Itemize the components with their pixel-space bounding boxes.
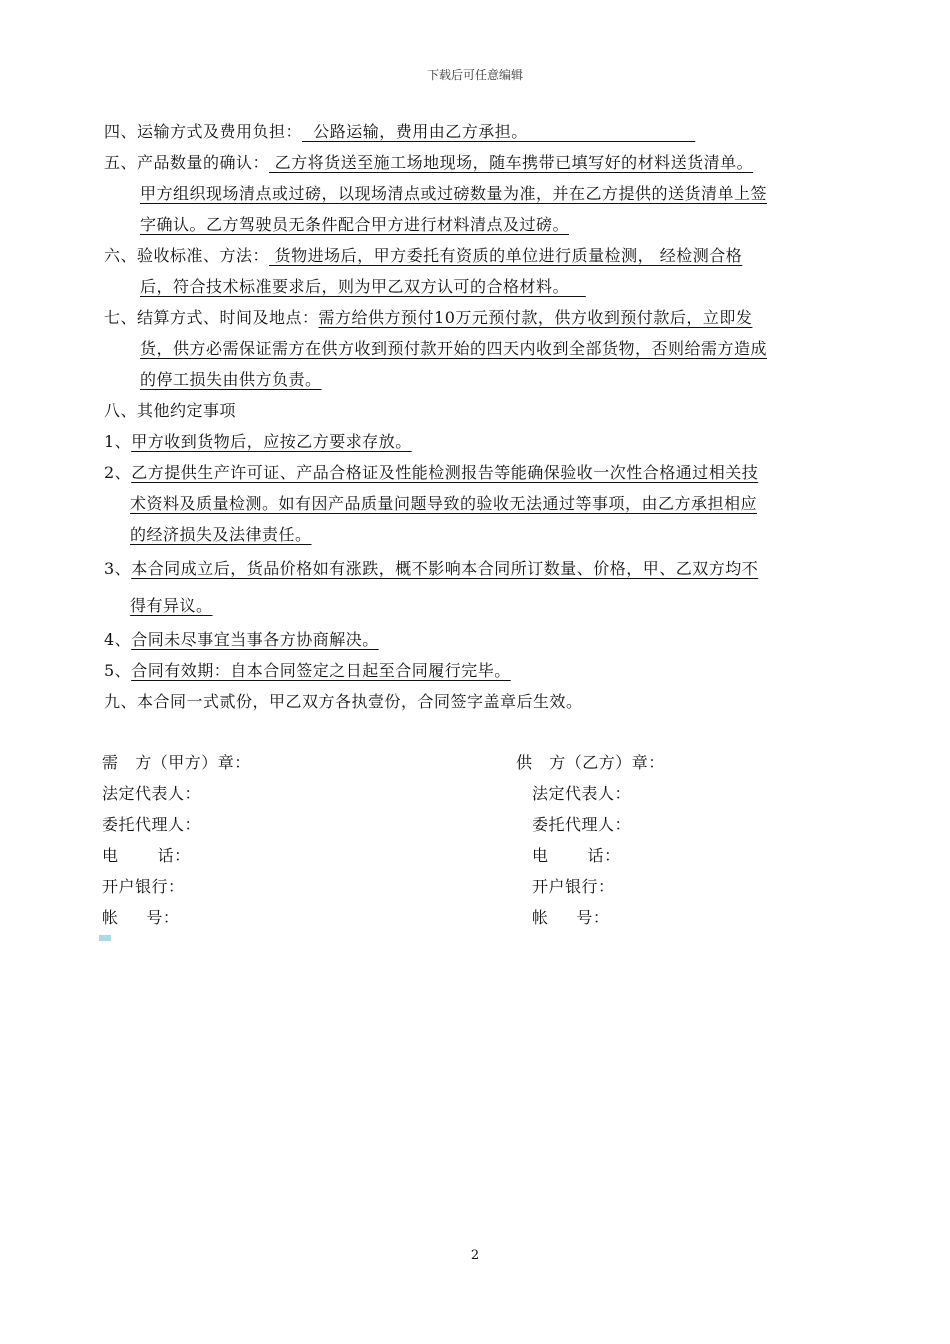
clause-7-label: 七、结算方式、时间及地点： [104,308,319,327]
clause-6-text-2: 后，符合技术标准要求后，则为甲乙双方认可的合格材料。 [140,277,586,296]
supplier-account: 帐 号： [532,908,610,927]
other-item-2-line-2 [104,488,870,519]
other-item-3-num: 3、 [104,559,132,578]
clause-6-text-1: 货物进场后，甲方委托有资质的单位进行质量检测， 经检测合格 [269,246,743,265]
other-item-4-text: 合同未尽事宜当事各方协商解决。 [131,630,379,649]
other-item-2-text-3: 的经济损失及法律责任。 [130,525,312,544]
other-item-4 [104,624,870,655]
clause-7-line-3 [104,364,870,395]
clause-7-text-1: 需方给供方预付10万元预付款，供方收到预付款后，立即发 [318,308,753,327]
clause-5-line-2 [104,178,870,209]
supplier-title: 供 方（乙方）章： [516,753,665,772]
clause-7-line-2 [104,333,870,364]
other-item-3-text-1: 本合同成立后，货品价格如有涨跌，概不影响本合同所订数量、价格，甲、乙双方均不 [131,559,759,578]
clause-5-line-3 [104,209,870,240]
supplier-phone: 电 话： [532,846,621,865]
clause-4-label: 四、运输方式及费用负担： [104,122,303,141]
final-clause: 九、本合同一式贰份，甲乙双方各执壹份，合同签字盖章后生效。 [104,692,583,711]
clause-7-text-2: 货，供方必需保证需方在供方收到预付款开始的四天内收到全部货物，否则给需方造成 [140,339,768,358]
other-item-3-line-2 [104,587,870,624]
clause-7-text-3: 的停工损失由供方负责。 [140,370,322,389]
other-item-3-line-1 [104,550,870,587]
clause-5-line-1 [104,147,870,178]
buyer-legal-rep: 法定代表人： [102,784,202,803]
clause-4-text: 公路运输，费用由乙方承担。 [302,122,696,141]
buyer-signature-block [102,747,251,933]
page-header: 下载后可任意编辑 [426,68,523,82]
clause-5-text-2: 甲方组织现场清点或过磅，以现场清点或过磅数量为准，并在乙方提供的送货清单上签 [140,184,768,203]
other-item-1-text: 甲方收到货物后，应按乙方要求存放。 [131,432,412,451]
page-number: 2 [470,1248,480,1263]
other-item-5-text: 合同有效期：自本合同签定之日起至合同履行完毕。 [131,661,511,680]
supplier-legal-rep: 法定代表人： [532,784,632,803]
other-item-2-line-1 [104,457,870,488]
clause-5-label: 五、产品数量的确认： [104,153,270,172]
clause-7-line-1 [104,302,870,333]
clause-6-line-2 [104,271,870,302]
clause-6-line-1 [104,240,870,271]
buyer-bank: 开户银行： [102,877,185,896]
contract-clauses [104,116,870,717]
clause-5-text-3: 字确认。乙方驾驶员无条件配合甲方进行材料清点及过磅。 [140,215,570,234]
other-item-2-num: 2、 [104,463,132,482]
buyer-phone: 电 话： [102,846,191,865]
other-item-5 [104,655,870,686]
other-item-2-text-2: 术资料及质量检测。如有因产品质量问题导致的验收无法通过等事项，由乙方承担相应 [130,494,758,513]
clause-5-text-1: 乙方将货送至施工场地现场，随车携带已填写好的材料送货清单。 [269,153,754,172]
supplier-signature-block [516,747,665,933]
other-item-1 [104,426,870,457]
supplier-agent: 委托代理人： [532,815,632,834]
other-item-2-line-3 [104,519,870,550]
other-item-4-num: 4、 [104,630,132,649]
clause-4-line-1 [104,116,870,147]
buyer-title: 需 方（甲方）章： [102,753,251,772]
other-item-3-text-2: 得有异议。 [130,596,213,615]
other-item-5-num: 5、 [104,661,132,680]
buyer-account: 帐 号： [102,908,180,927]
other-item-1-num: 1、 [104,432,132,451]
other-item-2-text-1: 乙方提供生产许可证、产品合格证及性能检测报告等能确保验收一次性合格通过相关技 [131,463,759,482]
supplier-bank: 开户银行： [532,877,615,896]
other-matters-title: 八、其他约定事项 [104,401,237,420]
clause-6-label: 六、验收标准、方法： [104,246,270,265]
buyer-agent: 委托代理人： [102,815,202,834]
cursor-mark [99,935,111,941]
